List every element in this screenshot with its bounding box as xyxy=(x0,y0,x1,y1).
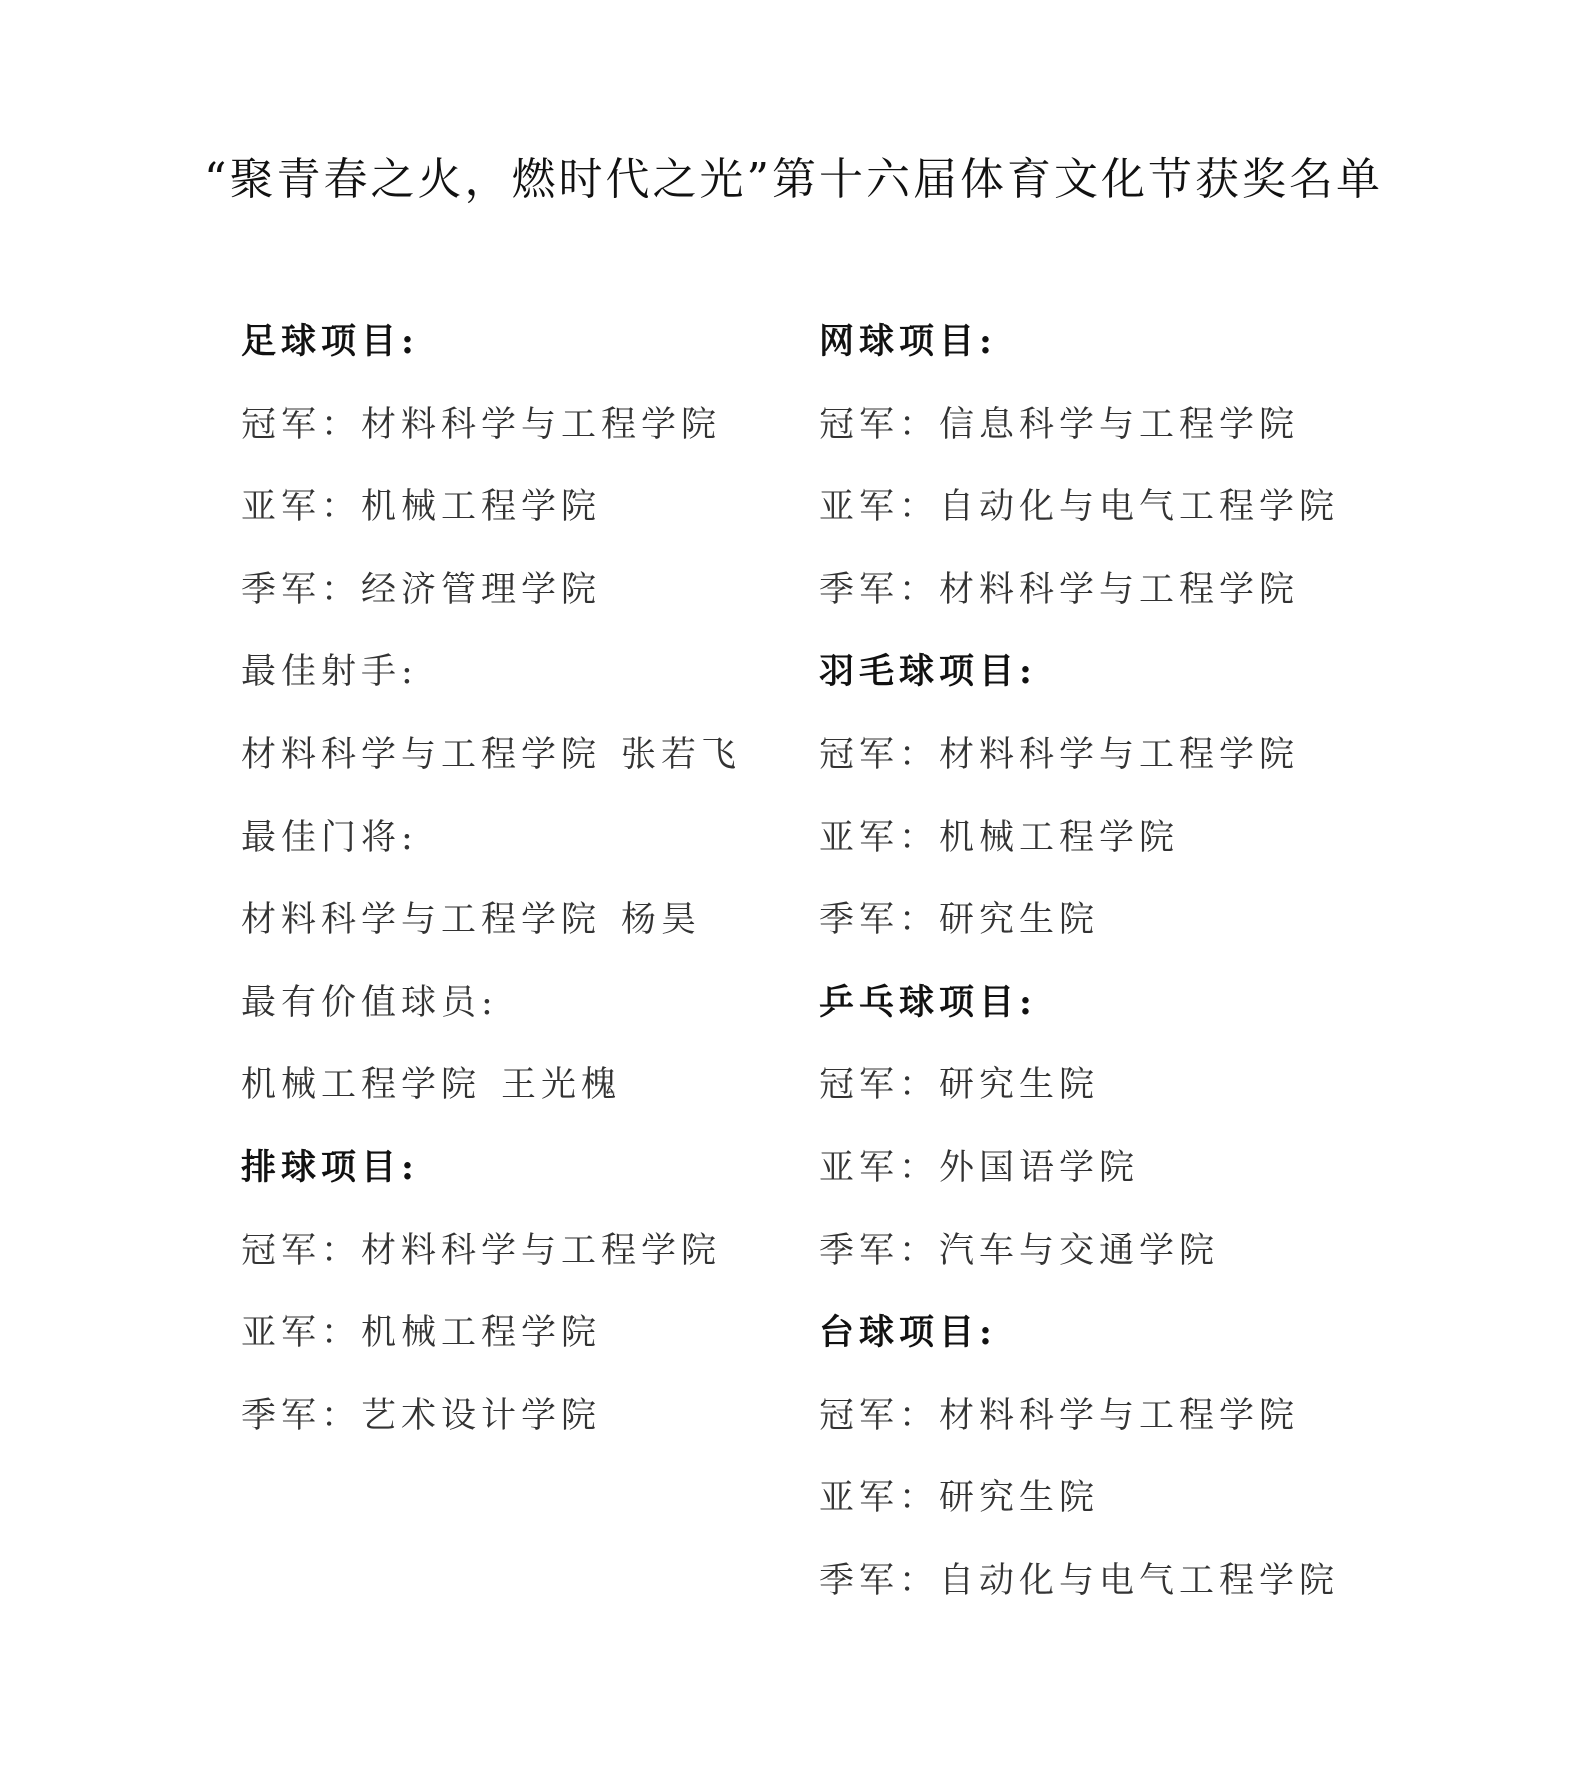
football-best-goalkeeper-label: 最佳门将: xyxy=(241,817,418,858)
table-tennis-champion: 冠军：研究生院 xyxy=(819,1065,1100,1106)
football-mvp xyxy=(241,1055,821,1138)
billiards-third: 季军：自动化与电气工程学院 xyxy=(819,1560,1340,1601)
volleyball-runner-up: 亚军：机械工程学院 xyxy=(241,1313,602,1354)
table-tennis-runner-up: 亚军：外国语学院 xyxy=(819,1147,1140,1188)
badminton-champion: 冠军：材料科学与工程学院 xyxy=(819,734,1300,775)
best-goalkeeper-name: 杨昊 xyxy=(621,900,702,941)
tennis-runner-up: 亚军：自动化与电气工程学院 xyxy=(819,487,1340,528)
table-tennis-third: 季军：汽车与交通学院 xyxy=(819,1230,1220,1271)
billiards-runner-up: 亚军：研究生院 xyxy=(819,1478,1100,1519)
football-best-shooter-label: 最佳射手: xyxy=(241,652,418,693)
football-champion: 冠军：材料科学与工程学院 xyxy=(241,404,722,445)
table-tennis-heading: 乒乓球项目: xyxy=(819,981,1037,1023)
best-goalkeeper-college: 材料科学与工程学院 xyxy=(241,900,602,941)
mvp-name: 王光槐 xyxy=(501,1065,622,1106)
tennis-champion: 冠军：信息科学与工程学院 xyxy=(819,404,1300,445)
football-mvp-label: 最有价值球员: xyxy=(241,982,498,1023)
tennis-heading: 网球项目: xyxy=(819,321,997,362)
billiards-champion: 冠军：材料科学与工程学院 xyxy=(819,1395,1300,1436)
left-column xyxy=(241,312,821,1468)
badminton-third: 季军：研究生院 xyxy=(819,900,1100,941)
football-third: 季军：经济管理学院 xyxy=(241,569,602,610)
football-best-goalkeeper xyxy=(241,890,821,973)
volleyball-third: 季军：艺术设计学院 xyxy=(241,1395,602,1436)
football-best-shooter xyxy=(241,725,821,808)
best-shooter-name: 张若飞 xyxy=(621,734,742,775)
volleyball-champion: 冠军：材料科学与工程学院 xyxy=(241,1230,722,1271)
right-column xyxy=(819,312,1399,1634)
billiards-heading: 台球项目: xyxy=(819,1312,997,1354)
football-runner-up: 亚军：机械工程学院 xyxy=(241,487,602,528)
volleyball-heading: 排球项目: xyxy=(241,1146,419,1188)
badminton-heading: 羽毛球项目: xyxy=(819,651,1037,693)
mvp-college: 机械工程学院 xyxy=(241,1065,482,1106)
football-heading: 足球项目: xyxy=(241,321,419,362)
badminton-runner-up: 亚军：机械工程学院 xyxy=(819,817,1180,858)
document-title: “聚青春之火，燃时代之光”第十六届体育文化节获奖名单 xyxy=(204,154,1383,205)
tennis-third: 季军：材料科学与工程学院 xyxy=(819,569,1300,610)
best-shooter-college: 材料科学与工程学院 xyxy=(241,734,602,775)
